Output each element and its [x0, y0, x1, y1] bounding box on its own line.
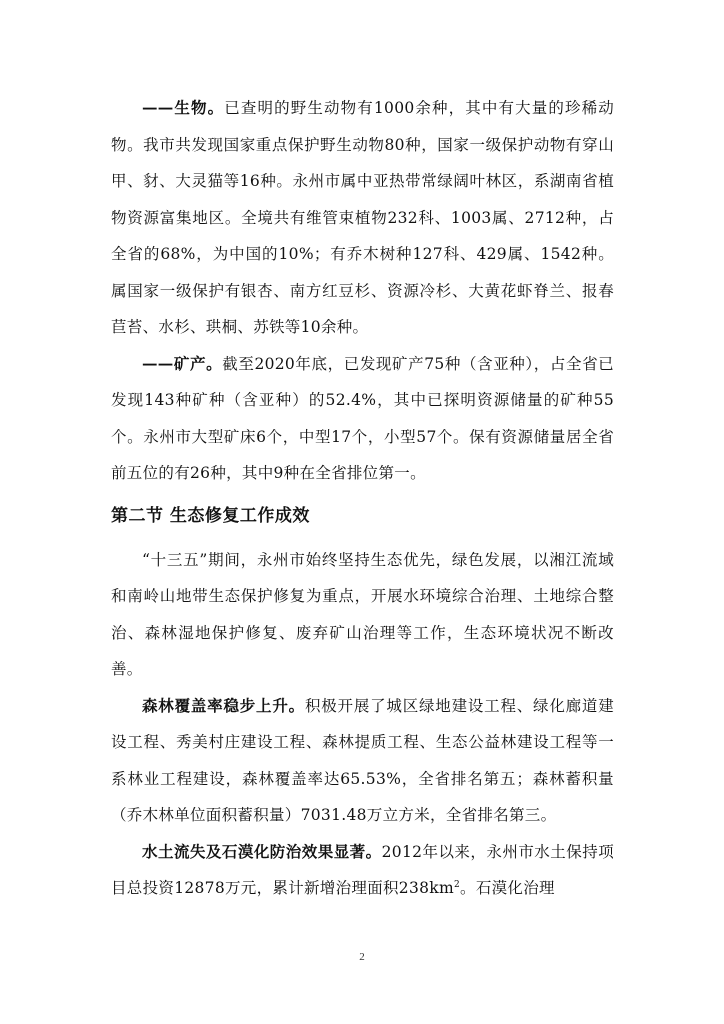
- text-minerals: 截至2020年底，已发现矿产75种（含亚种），占全省已发现143种矿种（含亚种）的52.4%，其中已探明资源储量的矿种55个。永州市大型矿床6个，中型17个，小型57个。保有资源储量居全省前五位的有26种，其中9种在全省排位第一。: [111, 354, 614, 482]
- text-biology: 已查明的野生动物有1000余种，其中有大量的珍稀动物。我市共发现国家重点保护野生动物80种，国家一级保护动物有穿山甲、豺、大灵猫等16种。永州市属中亚热带常绿阔叶林区，系湖南省植物资源富集地区。全境共有维管束植物232科、1003属、2712种，占全省的68%，为中国的10%；有乔木树种127科、429属、1542种。属国家一级保护有银杏、南方红豆杉、资源冷杉、大黄花虾脊兰、报春苣苔、水杉、珙桐、苏铁等10余种。: [111, 99, 614, 336]
- text-soil-erosion-after: 。石漠化治理: [460, 879, 555, 897]
- superscript-square: 2: [453, 879, 461, 890]
- document-body: [111, 90, 614, 907]
- lead-soil-erosion: 水土流失及石漠化防治效果显著。: [142, 841, 382, 861]
- lead-biology: ——生物。: [142, 98, 225, 117]
- paragraph-minerals: [111, 346, 614, 492]
- paragraph-forest-coverage: [111, 688, 614, 834]
- paragraph-biology: [111, 90, 614, 346]
- paragraph-soil-erosion: [111, 834, 614, 907]
- section-heading: 第二节 生态修复工作成效: [111, 505, 310, 526]
- paragraph-section-intro: “十三五”期间，永州市始终坚持生态优先，绿色发展，以湘江流域和南岭山地带生态保护修复为重点，开展水环境综合治理、土地综合整治、森林湿地保护修复、废弃矿山治理等工作，生态环境状况不断改善。: [111, 550, 614, 678]
- text-forest-coverage: 积极开展了城区绿地建设工程、绿化廊道建设工程、秀美村庄建设工程、森林提质工程、生态公益林建设工程等一系林业工程建设，森林覆盖率达65.53%，全省排名第五；森林蓄积量（乔木林单位面积蓄积量）7031.48万立方米，全省排名第三。: [111, 696, 614, 824]
- lead-forest-coverage: 森林覆盖率稳步上升。: [142, 695, 305, 715]
- page-number: 2: [359, 951, 365, 963]
- lead-minerals: ——矿产。: [142, 353, 223, 373]
- text-soil-erosion-before: 2012年以来，永州市水土保持项目总投资12878万元，累计新增治理面积238km: [111, 842, 614, 897]
